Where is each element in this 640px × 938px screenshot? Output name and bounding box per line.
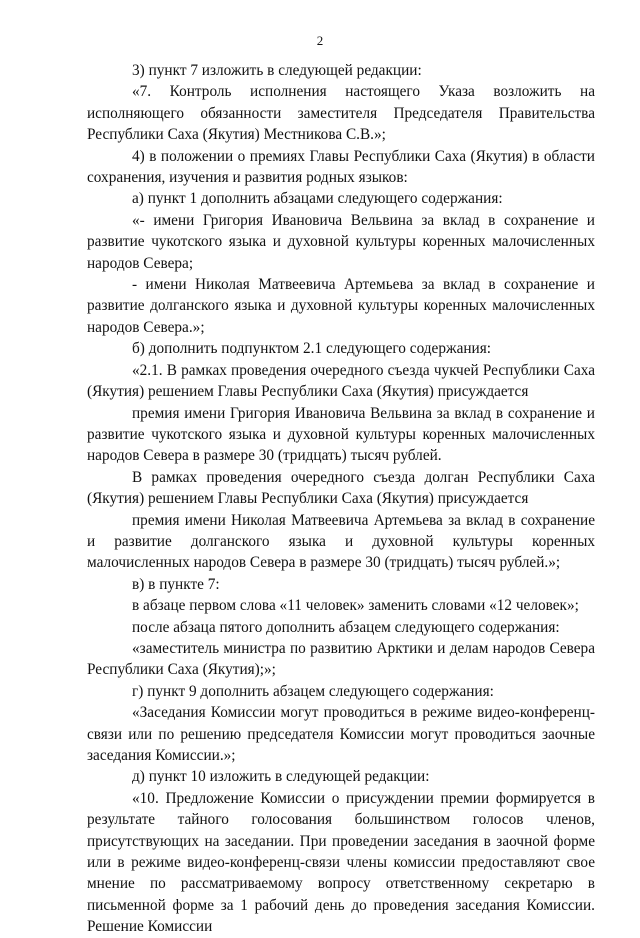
page-number: 2 bbox=[316, 33, 324, 48]
paragraph: 4) в положении о премиях Главы Республики Саха (Якутия) в области сохранения, изучения и развития родных языков: bbox=[87, 147, 595, 187]
document-body bbox=[87, 60, 595, 938]
paragraph: «Заседания Комиссии могут проводиться в режиме видео-конференц-связи или по решению председателя Комиссии могут проводиться заочные заседания Комиссии.»; bbox=[87, 704, 595, 764]
paragraph: - имени Николая Матвеевича Артемьева за вклад в сохранение и развитие долганского языка и духовной культуры коренных малочисленных народов Севера.»; bbox=[87, 276, 595, 336]
paragraph: д) пункт 10 изложить в следующей редакции: bbox=[132, 768, 430, 786]
paragraph: премия имени Григория Ивановича Вельвина за вклад в сохранение и развитие чукотского языка и духовной культуры коренных малочисленных народов Севера в размере 30 (тридцать) тысяч рублей. bbox=[87, 404, 595, 465]
paragraph: 3) пункт 7 изложить в следующей редакции: bbox=[132, 62, 422, 79]
paragraph: «заместитель министра по развитию Арктики и делам народов Севера Республики Саха (Якутия);»; bbox=[87, 639, 595, 679]
paragraph: «- имени Григория Ивановича Вельвина за вклад в сохранение и развитие чукотского языка и духовной культуры коренных малочисленных народов Севера; bbox=[87, 211, 595, 272]
paragraph: «2.1. В рамках проведения очередного съезда чукчей Республики Саха (Якутия) решением Главы Республики Саха (Якутия) присуждается bbox=[87, 361, 595, 401]
paragraph: б) дополнить подпунктом 2.1 следующего содержания: bbox=[132, 340, 492, 358]
paragraph: В рамках проведения очередного съезда долган Республики Саха (Якутия) решением Главы Республики Саха (Якутия) присуждается bbox=[87, 468, 595, 508]
paragraph: «7. Контроль исполнения настоящего Указа возложить на исполняющего обязанности заместителя Председателя Правительства Республики Саха (Якутия) Местникова С.В.»; bbox=[87, 83, 595, 144]
paragraph: г) пункт 9 дополнить абзацем следующего содержания: bbox=[132, 682, 494, 700]
paragraph: премия имени Николая Матвеевича Артемьева за вклад в сохранение и развитие долганского языка и духовной культуры коренных малочисленных народов Севера в размере 30 (тридцать) тысяч рублей.»; bbox=[87, 511, 595, 572]
paragraph: в абзаце первом слова «11 человек» заменить словами «12 человек»; bbox=[132, 597, 579, 615]
paragraph: в) в пункте 7: bbox=[132, 575, 220, 593]
paragraph: после абзаца пятого дополнить абзацем следующего содержания: bbox=[132, 618, 560, 636]
paragraph: «10. Предложение Комиссии о присуждении премии формируется в результате тайного голосования большинством голосов членов, присутствующих на заседании. При проведении заседания в заочной форме или в режиме видео-конференц-связи члены комиссии предоставляют свое мнение по рассматриваемому вопросу ответственному секретарю в письменной форме за 1 рабочий день до проведения заседания Комиссии. Решение Комиссии bbox=[87, 789, 595, 936]
paragraph: а) пункт 1 дополнить абзацами следующего содержания: bbox=[132, 190, 503, 208]
